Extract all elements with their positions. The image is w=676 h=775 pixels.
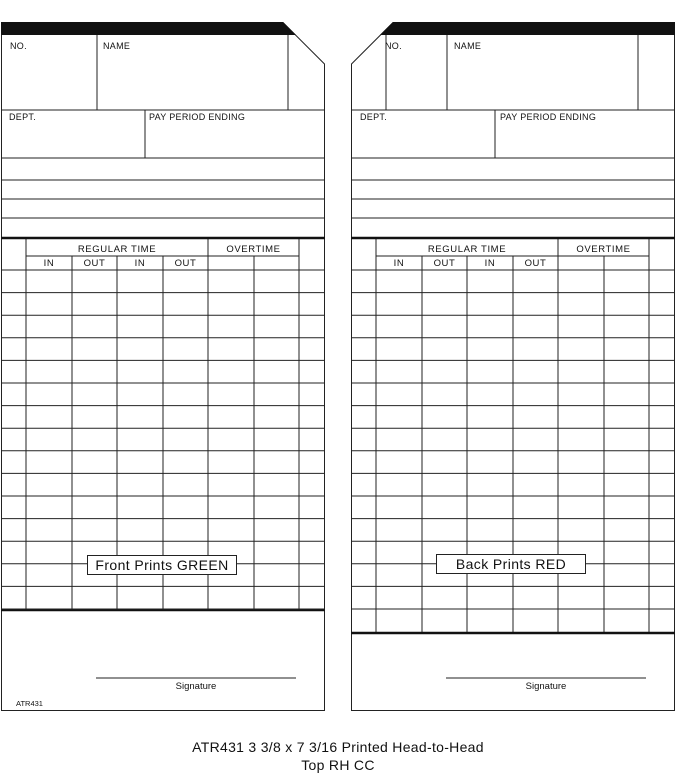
front-print-color-stamp: Front Prints GREEN <box>87 555 237 575</box>
back-top-band <box>380 22 675 35</box>
back-print-color-stamp: Back Prints RED <box>436 554 586 574</box>
pay-period-label: PAY PERIOD ENDING <box>500 112 597 122</box>
name-label: NAME <box>454 41 482 51</box>
time-card-front <box>1 22 325 711</box>
name-label: NAME <box>103 41 131 51</box>
col-in-2: IN <box>134 258 146 269</box>
no-label: NO. <box>10 41 27 51</box>
back-card-frame <box>351 22 675 711</box>
regular-time-header: REGULAR TIME <box>427 244 507 255</box>
no-label: NO. <box>385 41 402 51</box>
regular-time-header: REGULAR TIME <box>77 244 157 255</box>
col-out-1: OUT <box>433 258 456 269</box>
front-top-band <box>1 22 296 35</box>
pay-period-label: PAY PERIOD ENDING <box>149 112 246 122</box>
col-in-1: IN <box>393 258 405 269</box>
signature-label: Signature <box>525 681 567 692</box>
overtime-header: OVERTIME <box>226 244 281 255</box>
form-code: ATR431 <box>16 699 43 708</box>
dept-label: DEPT. <box>9 112 37 122</box>
signature-label: Signature <box>175 681 217 692</box>
time-card-back <box>351 22 675 711</box>
col-out-1: OUT <box>83 258 106 269</box>
footer-orientation-line: Top RH CC <box>301 757 375 773</box>
footer-spec-line: ATR431 3 3/8 x 7 3/16 Printed Head-to-Head <box>192 739 484 755</box>
overtime-header: OVERTIME <box>576 244 631 255</box>
dept-label: DEPT. <box>360 112 388 122</box>
col-out-2: OUT <box>524 258 547 269</box>
col-out-2: OUT <box>174 258 197 269</box>
front-card-frame <box>1 22 325 711</box>
col-in-1: IN <box>43 258 55 269</box>
col-in-2: IN <box>484 258 496 269</box>
